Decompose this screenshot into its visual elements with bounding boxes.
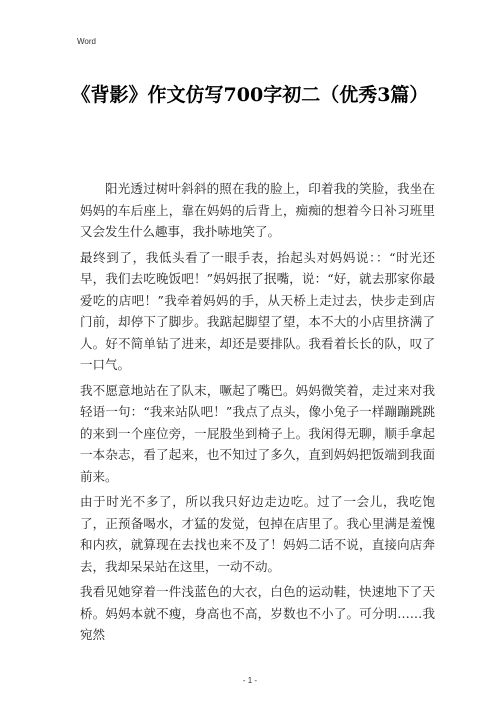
paragraph-3: 我不愿意地站在了队末，噘起了嘴巴。妈妈微笑着，走过来对我轻语一句：“我来站队吧！”我点了点头，像小兔子一样蹦蹦跳跳的来到一个座位旁，一屁股坐到椅子上。我闲得无聊，顺手拿起一本杂志，看了起来，也不知过了多久，直到妈妈把饭端到我面前来。 bbox=[80, 382, 435, 484]
paragraph-5: 我看见她穿着一件浅蓝色的大衣，白色的运动鞋，快速地下了天桥。妈妈本就不瘦，身高也不高，岁数也不小了。可分明……我宛然 bbox=[80, 584, 435, 642]
paragraph-4: 由于时光不多了，所以我只好边走边吃。过了一会儿，我吃饱了，正预备喝水，才猛的发觉，包掉在店里了。我心里满是羞愧和内疚，就算现在去找也来不及了！妈妈二话不说，直接向店奔去，我却呆呆站在这里，一动不动。 bbox=[80, 494, 435, 574]
header-label: Word bbox=[77, 37, 96, 46]
paragraph-1: 阳光透过树叶斜斜的照在我的脸上，印着我的笑脸，我坐在妈妈的车后座上，靠在妈妈的后背上，痴痴的想着今日补习班里又会发生什么趣事，我扑哧地笑了。 bbox=[80, 181, 435, 239]
paragraph-2: 最终到了，我低头看了一眼手表，抬起头对妈妈说：：“时光还早，我们去吃晚饭吧！”妈妈抿了抿嘴，说：“好，就去那家你最爱吃的店吧！”我牵着妈妈的手，从天桥上走过去，快步走到店门前，却停下了脚步。我踮起脚望了望，本不大的小店里挤满了人。好不简单钻了进来，却还是要排队。我看着长长的队，叹了一口气。 bbox=[80, 249, 435, 372]
page-number: - 1 - bbox=[242, 676, 258, 685]
document-title: 《背影》作文仿写700字初二（优秀3篇） bbox=[71, 84, 429, 106]
document-body bbox=[80, 178, 435, 650]
